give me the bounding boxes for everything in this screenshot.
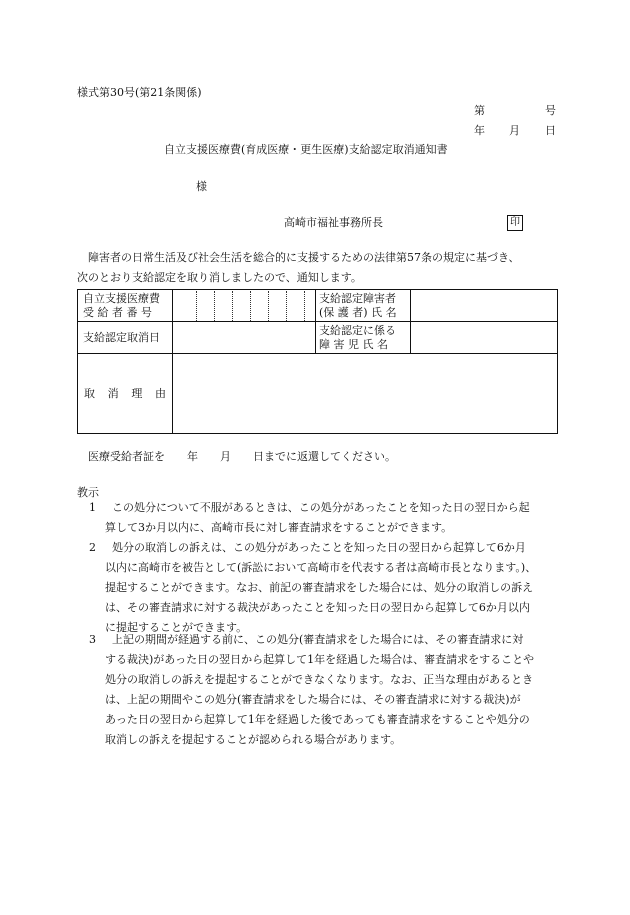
certification-table [77,289,558,434]
date-year: 年 [474,124,485,137]
child-name-field[interactable] [411,322,558,354]
date-day: 日 [545,124,556,137]
form-number: 様式第30号(第21条関係) [77,86,202,99]
ref-go: 号 [545,104,556,117]
ref-dai: 第 [474,104,485,117]
reason-label: 取 消 理 由 [78,354,173,434]
notice-heading: 教示 [77,486,99,499]
notice-1: 1 この処分について不服があるときは、この処分があったことを知った日の翌日から起 算して3か月以内に、高崎市長に対し審査請求をすることができます。 [89,501,530,534]
recipient-number-label: 自立支援医療費 受 給 者 番 号 [78,290,173,322]
notice-2: 2 処分の取消しの訴えは、この処分があったことを知った日の翌日から起算して6か月 以内に高崎市を被告として(訴訟において高崎市を代表する者は高崎市長となります。)、 提起することができます。なお、前記の審査請求をした場合には、処分の取消しの訴え は、その審査請求に対する裁決があったことを知った日の翌日から起算して6か月以内 に提起することができます。 [89,541,537,634]
holder-name-label: 支給認定障害者 (保 護 者) 氏 名 [316,290,411,322]
child-name-label: 支給認定に係る 障 害 児 氏 名 [316,322,411,354]
reason-field[interactable] [173,354,558,434]
date-month: 月 [509,124,520,137]
return-notice: 医療受給者証を 年 月 日までに返還してください。 [88,450,396,463]
intro-line-2: 次のとおり支給認定を取り消しましたので、通知します。 [77,271,362,284]
document-title: 自立支援医療費(育成医療・更生医療)支給認定取消通知書 [164,143,448,156]
recipient-number-field[interactable] [173,290,316,322]
addressee: 様 [196,180,207,193]
seal-stamp: 印 [507,215,523,231]
cancel-date-field[interactable] [173,322,316,354]
issuer: 高崎市福祉事務所長 [284,216,383,229]
holder-name-field[interactable] [411,290,558,322]
intro [77,248,562,288]
cancel-date-label: 支給認定取消日 [78,322,173,354]
notice-3: 3 上記の期間が経過する前に、この処分(審査請求をした場合には、その審査請求に対 する裁決)があった日の翌日から起算して1年を経過した場合は、審査請求をすることや 処分の取消しの訴えを提起することができなくなります。なお、正当な理由があるとき は、上記の期間やこの処分(審査請求をした場合には、その審査請求に対する裁決)が あった日の翌日から起算して1年を経過した後であっても審査請求をすることや処分の 取消しの訴えを提起することが認められる場合があります。 [89,633,535,746]
intro-line-1: 障害者の日常生活及び社会生活を総合的に支援するための法律第57条の規定に基づき、 [88,251,520,264]
